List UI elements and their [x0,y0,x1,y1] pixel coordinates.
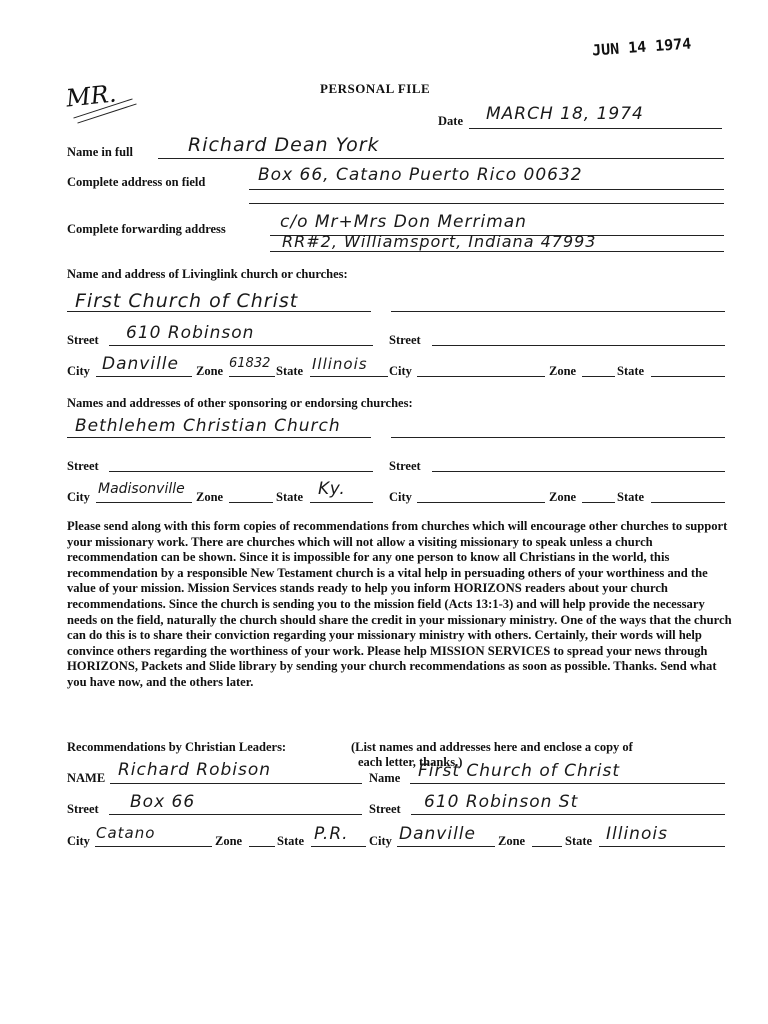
livinglink-church-line-2 [391,311,725,312]
sponsoring-church-line-2 [391,437,725,438]
sponsoring-city-value[interactable]: Madisonville [98,481,185,497]
rec2-state-label: State [565,834,593,848]
rec1-state-value[interactable]: P.R. [314,824,349,844]
date-value[interactable]: MARCH 18, 1974 [486,104,644,124]
rec2-street-line [411,814,725,815]
rec1-street-label: Street [67,802,99,816]
sponsoring-zone-label-2: Zone [549,490,577,504]
field-address-line-2 [249,203,724,204]
livinglink-state-line-1 [310,376,388,377]
sponsoring-church-line-1 [67,437,371,438]
livinglink-city-label-2: City [389,364,412,378]
rec1-city-value[interactable]: Catano [96,824,156,842]
livinglink-street-line-2 [432,345,725,346]
recommendations-note-1: (List names and addresses here and enclose a copy of [351,740,633,754]
rec1-zone-line [249,846,275,847]
livinglink-zone-line-2 [582,376,615,377]
rec1-name-value[interactable]: Richard Robison [118,760,272,780]
sponsoring-zone-line-1 [229,502,273,503]
livinglink-street-label-2: Street [389,333,421,347]
livinglink-state-value[interactable]: Illinois [312,355,368,373]
livinglink-zone-value[interactable]: 61832 [229,356,271,371]
livinglink-street-value[interactable]: 610 Robinson [126,323,255,343]
rec2-street-label: Street [369,802,401,816]
livinglink-church-value[interactable]: First Church of Christ [75,290,299,312]
sponsoring-city-line-2 [417,502,545,503]
sponsoring-street-line-1 [109,471,373,472]
rec2-city-label: City [369,834,392,848]
livinglink-label: Name and address of Livinglink church or churches: [67,267,348,281]
form-title: PERSONAL FILE [320,81,431,96]
sponsoring-state-label-1: State [276,490,304,504]
livinglink-state-label-2: State [617,364,645,378]
rec2-name-label: Name [369,771,401,785]
sponsoring-state-line-2 [651,502,725,503]
field-address-line [249,189,724,190]
livinglink-street-label-1: Street [67,333,99,347]
sponsoring-street-label-2: Street [389,459,421,473]
livinglink-state-label-1: State [276,364,304,378]
rec2-zone-label: Zone [498,834,526,848]
sponsoring-state-line-1 [310,502,373,503]
sponsoring-city-label-1: City [67,490,90,504]
rec1-city-label: City [67,834,90,848]
livinglink-street-line-1 [109,345,373,346]
rec2-zone-line [532,846,562,847]
field-address-value[interactable]: Box 66, Catano Puerto Rico 00632 [258,165,583,185]
forwarding-line-2 [270,251,724,252]
livinglink-city-value[interactable]: Danville [102,354,179,374]
rec1-name-label: NAME [67,771,106,785]
rec1-city-line [95,846,212,847]
livinglink-city-label-1: City [67,364,90,378]
forwarding-value-line2[interactable]: RR#2, Williamsport, Indiana 47993 [282,232,597,251]
rec1-name-line [110,783,362,784]
livinglink-zone-label-1: Zone [196,364,224,378]
sponsoring-zone-line-2 [582,502,615,503]
rec2-city-line [397,846,495,847]
sponsoring-church-value[interactable]: Bethlehem Christian Church [75,416,341,436]
sponsoring-state-value[interactable]: Ky. [318,479,346,499]
rec2-state-value[interactable]: Illinois [606,824,668,844]
sponsoring-street-line-2 [432,471,725,472]
sponsoring-street-label-1: Street [67,459,99,473]
sponsoring-zone-label-1: Zone [196,490,224,504]
date-label: Date [438,114,463,128]
forwarding-address-label: Complete forwarding address [67,222,226,236]
rec1-street-value[interactable]: Box 66 [130,792,196,812]
livinglink-city-line-1 [96,376,192,377]
rec1-state-label: State [277,834,305,848]
date-line [469,128,722,129]
livinglink-city-line-2 [417,376,545,377]
received-date-stamp: JUN 14 1974 [591,34,692,60]
sponsoring-label: Names and addresses of other sponsoring or endorsing churches: [67,396,413,410]
rec2-state-line [599,846,725,847]
recommendations-note-2: each letter, thanks.) [358,755,463,769]
rec2-name-value[interactable]: First Church of Christ [418,761,621,781]
rec1-street-line [109,814,362,815]
name-value[interactable]: Richard Dean York [188,134,380,156]
name-line [158,158,724,159]
instructions-paragraph: Please send along with this form copies of recommendations from churches which will encourage other churches to support your missionary work. There are churches which will not allow a visiting missionary to speak unless a church recommendation can be shown. Since it is impossible for any one person to know all Christians in the world, this recommendation by a responsible New Testament church is a vital help in persuading others of your worthiness and the value of your mission. Mission Services stands ready to help you inform HORIZONS readers about your church recommendations. Since the church is sending you to the mission field (Acts 13:1-3) and will help provide the necessary needs on the field, naturally the church should share the credit in your missionary ministry. One of the ways that the church can do this is to share their conviction regarding your missionary ministry with others. Certainly, their words will help convince others regarding the worthiness of your work. Please help MISSION SERVICES to spread your news through HORIZONS, Packets and Slide library by sending your church recommendations as soon as possible. Thanks. Send what you have now, and the others later. [67,519,732,689]
field-address-label: Complete address on field [67,175,206,189]
rec2-street-value[interactable]: 610 Robinson St [424,792,579,812]
sponsoring-city-line-1 [96,502,192,503]
recommendations-label: Recommendations by Christian Leaders: [67,740,287,754]
livinglink-zone-line-1 [229,376,275,377]
rec1-state-line [311,846,366,847]
sponsoring-state-label-2: State [617,490,645,504]
livinglink-zone-label-2: Zone [549,364,577,378]
forwarding-value-line1[interactable]: c/o Mr+Mrs Don Merriman [280,212,527,232]
rec2-name-line [410,783,725,784]
rec2-city-value[interactable]: Danville [399,824,476,844]
sponsoring-city-label-2: City [389,490,412,504]
name-label: Name in full [67,145,133,159]
initials-handwritten: MR. [64,79,118,113]
rec1-zone-label: Zone [215,834,243,848]
livinglink-state-line-2 [651,376,725,377]
